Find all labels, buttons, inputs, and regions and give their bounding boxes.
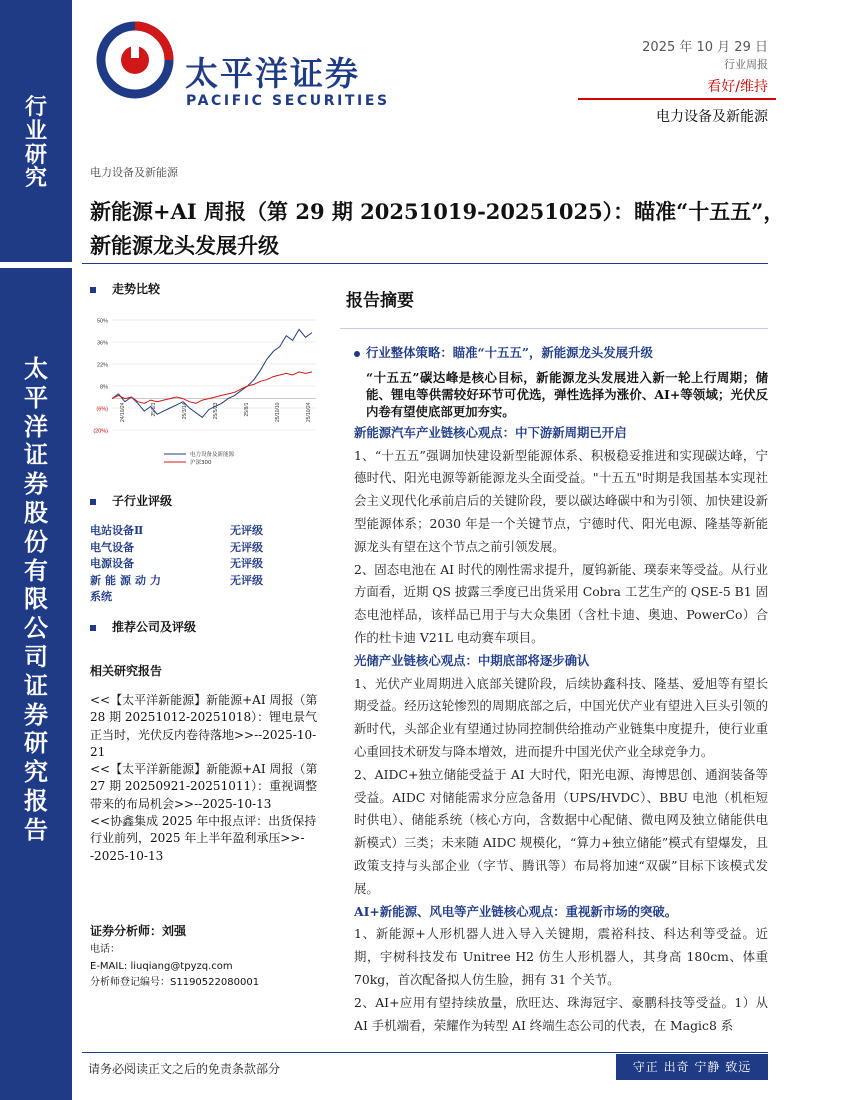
report-title-line2: 新能源龙头发展升级 xyxy=(90,233,279,258)
chart-x-tick: 25/5/23 xyxy=(213,402,219,420)
report-date: 2025 年 10 月 29 日 xyxy=(642,40,768,55)
chart-y-tick: 36% xyxy=(96,340,108,347)
footer-divider xyxy=(82,1052,768,1053)
subindustry-name: 新能源动力 xyxy=(90,573,165,587)
side-char: 股 xyxy=(24,497,48,527)
pv-heading: 光储产业链核心观点：中期底部将逐步确认 xyxy=(354,652,590,668)
ev-paragraph-1: 1、“十五五”强调加快建设新型能源体系、积极稳妥推进和实现碳达峰，宁德时代、阳光电源等新能源龙头全面受益。"十五五"时期是我国基本实现社会主义现代化承前启后的关键阶段，要以碳达峰碳中和为引领、加快建设新型能源体系；2030 年是一个关键节点，宁德时代、阳光电源、隆基等新能源龙头有望在这个节点之前引领发展。 xyxy=(354,447,768,554)
pv-paragraph-2: 2、AIDC+独立储能受益于 AI 大时代，阳光电源、海博思创、通润装备等受益。AIDC 对储能需求分应急备用（UPS/HVDC）、BBU 电池（机柜短时供电）、储能系统（核心方向，含数据中心配储、微电网及独立储能供电新模式）三类；未来随 AIDC 规模化，“算力+独立储能”模式有望爆发，且政策支持与头部企业（字节、腾讯等）布局将加速“双碳”目标下该模式发展。 xyxy=(354,766,768,896)
rating-underline xyxy=(578,98,776,100)
summary-divider xyxy=(340,328,768,329)
subindustry-name: 电源设备 xyxy=(90,557,134,570)
dot-bullet-icon xyxy=(354,351,360,357)
chart-series-line xyxy=(112,329,312,420)
ai-paragraph-1: 1、新能源+人形机器人进入导入关键期，震裕科技、科达利等受益。近期，宇树科技发布 Unitree H2 仿生人形机器人，其身高 180cm、体重 70kg，首次配备拟人仿生脸，拥有 31 个关节。 xyxy=(354,926,768,987)
chart-y-tick: 8% xyxy=(100,384,108,391)
recommended-heading: 推荐公司及评级 xyxy=(90,618,196,635)
square-bullet-icon xyxy=(90,287,96,293)
side-char: 券 xyxy=(24,469,48,499)
subindustry-rating: 无评级 xyxy=(230,573,263,587)
chart-y-tick: 50% xyxy=(96,318,108,325)
chart-x-tick: 25/10/24 xyxy=(306,402,312,423)
side-label-company xyxy=(0,355,72,845)
industry-rating: 看好/维持 xyxy=(707,79,768,95)
side-char: 行 xyxy=(24,94,47,120)
side-char: 报 xyxy=(24,785,48,815)
subindustry-name: 电气设备 xyxy=(90,540,134,554)
chart-y-tick: (6%) xyxy=(96,406,108,413)
trend-chart xyxy=(86,312,322,472)
related-reports-list xyxy=(90,692,322,865)
strategy-heading: 行业整体策略：瞄准“十五五”，新能源龙头发展升级 xyxy=(354,342,768,365)
summary-heading: 报告摘要 xyxy=(346,291,414,311)
analyst-cert: 分析师登记编号：S1190522080001 xyxy=(90,977,260,988)
side-char: 究 xyxy=(24,165,47,192)
subindustry-row xyxy=(90,572,322,589)
ai-heading: AI+新能源、风电等产业链核心观点：重视新市场的突破。 xyxy=(354,903,678,919)
analyst-phone: 电话： xyxy=(90,944,120,955)
side-char: 证 xyxy=(24,440,48,470)
trend-heading: 走势比较 xyxy=(90,280,160,297)
side-char: 有 xyxy=(24,555,48,585)
industry-name: 电力设备及新能源 xyxy=(656,109,768,125)
subindustry-heading: 子行业评级 xyxy=(90,492,172,509)
chart-x-tick: 24/10/24 xyxy=(120,402,126,423)
subindustry-name: 系统 xyxy=(90,590,112,603)
subindustry-row xyxy=(90,555,322,572)
subindustry-row xyxy=(90,522,322,539)
side-char: 告 xyxy=(24,814,48,844)
report-type: 行业周报 xyxy=(724,58,768,71)
side-char: 研 xyxy=(24,728,48,758)
pv-paragraph-1: 1、光伏产业周期进入底部关键阶段，后续协鑫科技、隆基、爱旭等有望长期受益。经历这轮惨烈的周期底部之后，中国光伏产业有望进入巨头引领的新时代，头部企业有望通过协同控制供给推动产业链集中度提升，使行业重心重回技术研发与降本增效，进而提升中国光伏产业全球竞争力。 xyxy=(354,675,768,759)
square-bullet-icon xyxy=(90,625,96,631)
side-char: 证 xyxy=(24,670,48,700)
chart-x-tick: 25/8/1 xyxy=(244,402,250,417)
subindustry-row xyxy=(90,539,322,556)
side-char: 平 xyxy=(24,382,48,412)
side-char: 太 xyxy=(24,354,48,383)
subindustry-row xyxy=(90,588,322,605)
chart-x-tick: 25/1/3 xyxy=(151,402,157,417)
related-reports-heading: 相关研究报告 xyxy=(90,664,163,678)
title-divider xyxy=(82,263,768,264)
subindustry-rating: 无评级 xyxy=(230,524,263,537)
side-char: 公 xyxy=(24,613,48,643)
chart-legend-label: 沪深300 xyxy=(190,460,212,466)
analyst-name: 证券分析师：刘强 xyxy=(90,924,187,938)
report-title-line1: 新能源+AI 周报（第 29 期 20251019-20251025）：瞄准“十五五”， xyxy=(90,199,785,224)
side-char: 业 xyxy=(24,117,47,144)
side-char: 洋 xyxy=(24,411,48,441)
analyst-contact xyxy=(90,942,259,992)
related-report-item[interactable]: <<【太平洋新能源】新能源+AI 周报（第 27 期 20250921-20251011）：重视调整带来的布局机会>>--2025-10-13 xyxy=(90,762,318,811)
square-bullet-icon xyxy=(90,499,96,505)
side-char: 究 xyxy=(24,757,48,787)
chart-legend-label: 电力设备及新能源 xyxy=(190,452,235,458)
side-char: 限 xyxy=(24,584,48,614)
side-char: 司 xyxy=(24,641,48,671)
ev-heading: 新能源汽车产业链核心观点：中下游新周期已开启 xyxy=(354,424,627,440)
footer-motto: 守正 出奇 宁静 致远 xyxy=(632,1060,752,1074)
subindustry-table xyxy=(90,522,322,605)
analyst-email[interactable]: E-MAIL: liuqiang@tpyzq.com xyxy=(90,960,233,972)
side-label-industry-research xyxy=(0,96,72,191)
ev-paragraph-2: 2、固态电池在 AI 时代的刚性需求提升，厦钨新能、璞泰来等受益。从行业方面看，近期 QS 披露三季度已出货采用 Cobra 工艺生产的 QSE-5 B1 固态电池样品，该样品已用于与大众集团（含杜卡迪、奥迪、PowerCo）合作的杜卡迪 V21L 电动赛车项目。 xyxy=(354,561,768,645)
footer-disclaimer: 请务必阅读正文之后的免责条款部分 xyxy=(88,1062,281,1076)
industry-tag: 电力设备及新能源 xyxy=(90,166,178,179)
summary-body xyxy=(354,342,768,1037)
brand-name-cn: 太平洋证券 xyxy=(185,54,360,93)
chart-y-tick: 22% xyxy=(96,362,108,369)
side-char: 研 xyxy=(24,141,47,168)
related-report-item[interactable]: <<【太平洋新能源】新能源+AI 周报（第 28 期 20251012-20251018）：锂电景气正当时，光伏反内卷待落地>>--2025-10-21 xyxy=(90,693,318,759)
pacific-securities-logo-icon xyxy=(95,20,175,100)
subindustry-rating: 无评级 xyxy=(230,540,263,554)
side-char: 券 xyxy=(24,699,48,729)
chart-y-tick: (20%) xyxy=(93,428,108,435)
strategy-detail: “十五五”碳达峰是核心目标，新能源龙头发展进入新一轮上行周期；储能、锂电等供需较好环节可优选，弹性选择为涨价、AI+等领域；光伏反内卷有望使底部更加夯实。 xyxy=(366,369,768,419)
related-report-item[interactable]: <<协鑫集成 2025 年中报点评：出货保持行业前列，2025 年上半年盈利承压>>--2025-10-13 xyxy=(90,814,317,863)
chart-x-tick: 25/3/14 xyxy=(182,402,188,420)
brand-name-en: PACIFIC SECURITIES xyxy=(186,93,390,109)
subindustry-rating: 无评级 xyxy=(230,557,263,570)
chart-x-tick: 25/10/10 xyxy=(275,402,281,423)
side-char: 份 xyxy=(24,526,48,556)
subindustry-name: 电站设备Ⅱ xyxy=(90,524,144,537)
ai-paragraph-2: 2、AI+应用有望持续放量，欣旺达、珠海冠宇、豪鹏科技等受益。1）从 AI 手机端看，荣耀作为转型 AI 终端生态公司的代表，在 Magic8 系 xyxy=(354,994,768,1033)
